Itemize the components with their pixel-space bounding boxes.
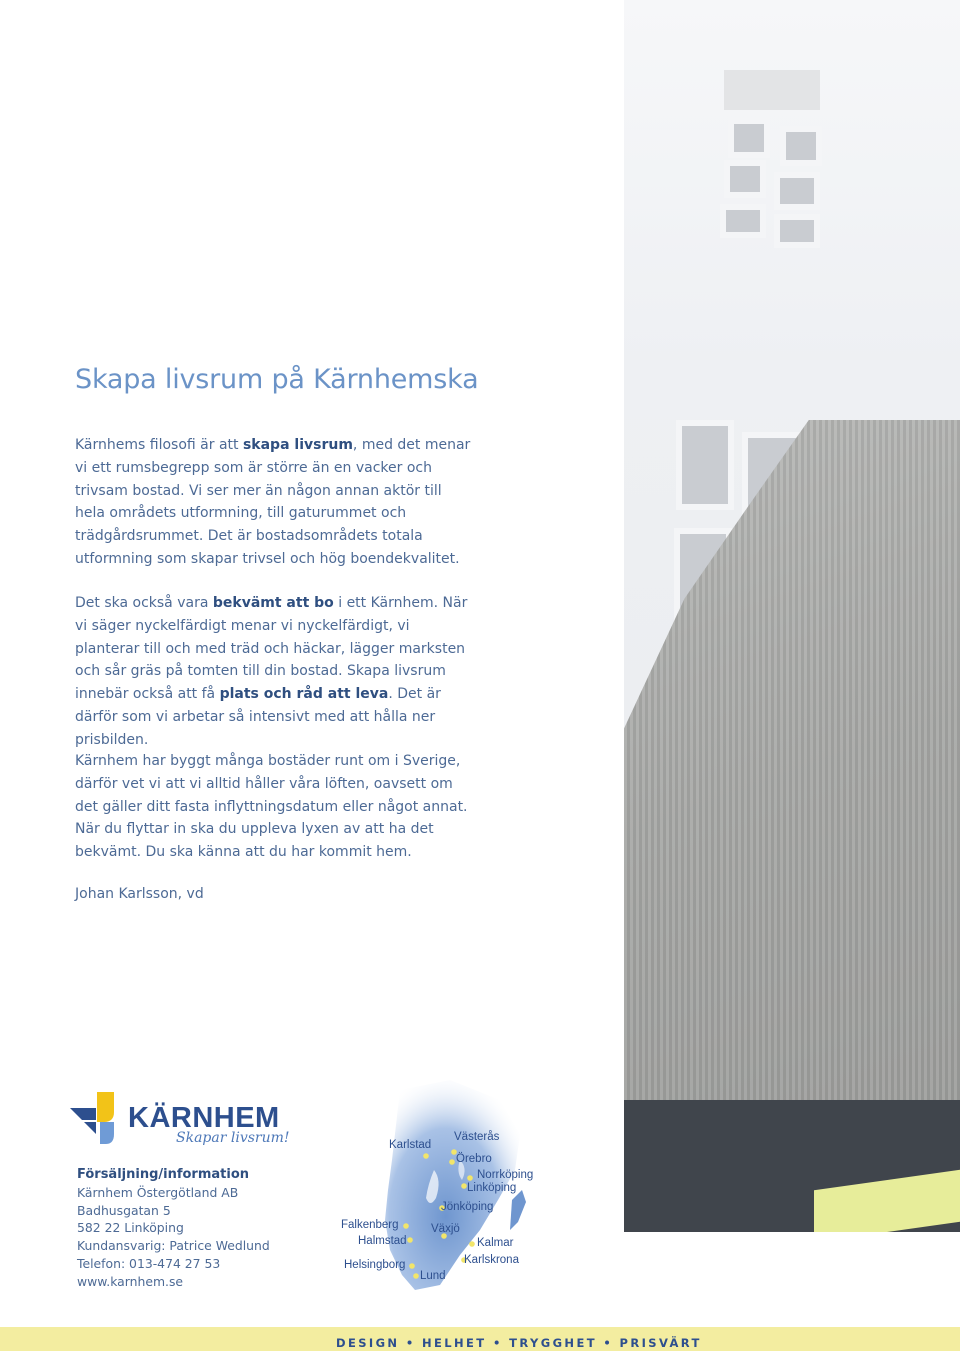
map-city-helsingborg: Helsingborg xyxy=(344,1259,406,1271)
page-title: Skapa livsrum på Kärnhemska xyxy=(75,364,479,395)
footer-item-design: DESIGN xyxy=(336,1336,400,1350)
contact-heading: Försäljning/information xyxy=(77,1167,250,1182)
footer-separator: • xyxy=(603,1336,614,1350)
footer-item-trygghet: TRYGGHET xyxy=(509,1336,597,1350)
footer-item-helhet: HELHET xyxy=(422,1336,487,1350)
contact-street: Badhusgatan 5 xyxy=(77,1202,171,1218)
map-city-linkoping: Linköping xyxy=(467,1182,517,1194)
map-city-kalmar: Kalmar xyxy=(477,1237,514,1249)
contact-person: Kundansvarig: Patrice Wedlund xyxy=(77,1238,270,1254)
map-city-falkenberg: Falkenberg xyxy=(341,1219,399,1231)
paragraph-promise: Kärnhem har byggt många bostäder runt om i Sverige, därför vet vi att vi alltid håller våra löften, oavsett om det gäller ditt fasta inflyttningsdatum eller något annat. När du flyttar in ska du uppleva lyxen av att ha det bekvämt. Du ska känna att du har kommit hem. xyxy=(75,753,468,861)
footer-values xyxy=(336,1336,702,1350)
footer-separator: • xyxy=(405,1336,416,1350)
footer-separator: • xyxy=(492,1336,503,1350)
paragraph-philosophy: Kärnhems filosofi är att skapa livsrum, med det menar vi ett rumsbegrepp som är större än en vacker och trivsam bostad. Vi ser mer än någon annan aktör till hela områdets utformning, till gaturummet och trädgårdsrummet. Det är bostadsområdets totala utformning som skapar trivsel och hög boendekvalitet. xyxy=(75,437,471,567)
contact-postal: 582 22 Linköping xyxy=(77,1220,184,1236)
contact-website[interactable]: www.karnhem.se xyxy=(77,1273,184,1289)
map-city-karlskrona: Karlskrona xyxy=(464,1254,519,1266)
paragraph-comfort: Det ska också vara bekvämt att bo i ett Kärnhem. När vi säger nyckelfärdigt menar vi nyckelfärdigt, vi planterar till och med träd och häckar, lägger marksten och sår gräs på tomten till din bostad. Skapa livsrum innebär också att få plats och råd att leva. Det är därför som vi arbetar så intensivt med att hålla ner prisbilden. xyxy=(75,595,468,748)
map-city-vasteras: Västerås xyxy=(454,1131,500,1143)
footer-item-prisvart: PRISVÄRT xyxy=(619,1336,702,1350)
map-city-karlstad: Karlstad xyxy=(389,1139,432,1151)
hero-photo xyxy=(624,0,960,1232)
map-city-vaxjo: Växjö xyxy=(431,1223,460,1235)
contact-company: Kärnhem Östergötland AB xyxy=(77,1184,239,1200)
map-city-jonkoping: Jönköping xyxy=(441,1201,494,1213)
signature: Johan Karlsson, vd xyxy=(75,886,204,902)
contact-block xyxy=(77,1166,270,1291)
contact-phone: Telefon: 013-474 27 53 xyxy=(77,1255,221,1271)
map-city-halmstad: Halmstad xyxy=(358,1235,407,1247)
map-city-orebro: Örebro xyxy=(456,1153,492,1165)
logo-wordmark: KÄRNHEM xyxy=(128,1102,280,1134)
map-city-lund: Lund xyxy=(420,1270,446,1282)
logo-tagline: Skapar livsrum! xyxy=(176,1130,290,1146)
map-city-norrkoping: Norrköping xyxy=(477,1169,534,1181)
